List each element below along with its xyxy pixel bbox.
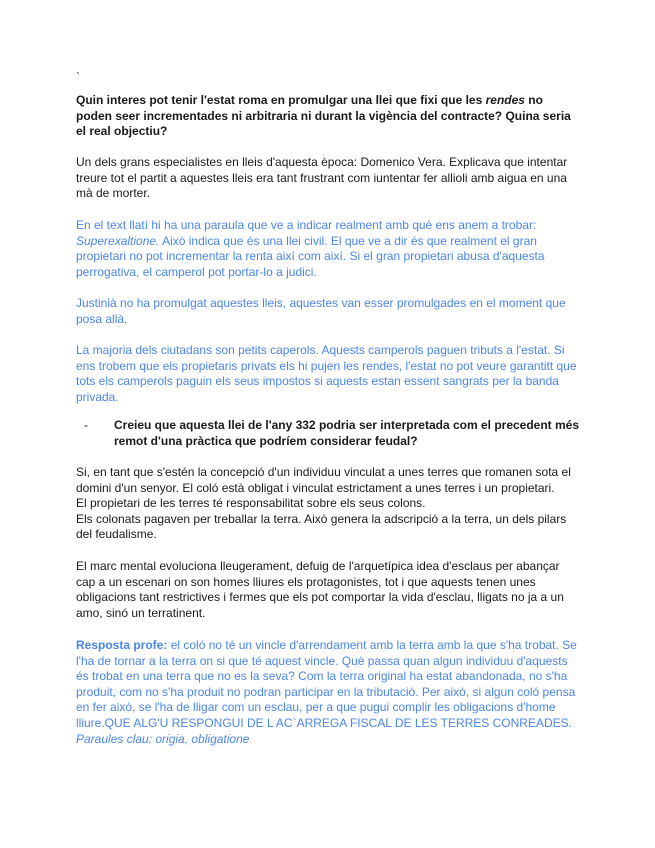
paragraph-justinian: Justinià no ha promulgat aquestes lleis, aquestes van esser promulgades en el moment que posa allà. <box>76 296 566 326</box>
answer-line: Els colonats pagaven per treballar la terra. Això genera la adscripció a la terra, un dels pilars del feudalisme. <box>76 511 567 542</box>
teacher-answer-label: Resposta profe: <box>76 638 168 652</box>
teacher-answer: Resposta profe: el coló no té un vincle d'arrendament amb la terra amb la que s'ha trobat. Se l'ha de tornar a la terra on si que té aquest vincle. Què passa quan algun individuu d'aquests és trobat en una terra que no es la seva? Com la terra original ha estat abandonada, no s'ha produit, com no s'ha produit no podran participar en la tributació. Per això, si algun coló pensa en fer això, se l'ha de lligar com un esclau, per a que pugui complir les obligacions d'home lliure.QUE ALG'U RESPONGUI DE L AC`ARREGA FISCAL DE LES TERRES CONREADES. Paraules clau: origia, obligatione <box>76 638 581 747</box>
paragraph-camperols: La majoria dels ciutadans son petits caperols. Aquests camperols paguen tributs a l'estat. Si ens trobem que els propietaris privats els hi pujen les rendes, l'estat no pot veure garantitt que tots els camperols paguin els seus impostos si aquests estan essent sangrats per la banda privada. <box>76 343 577 404</box>
bullet-dash: - <box>84 418 88 432</box>
stray-mark: ` <box>76 70 80 84</box>
paragraph-vera: Un dels grans especialistes en lleis d'aquesta època: Domenico Vera. Explicava que intentar treure tot el partit a aquestes lleis era tant frustrant com iuntentar fer allioli amb aigua en una mà de morter. <box>76 155 568 201</box>
paragraph-answer-feudal <box>76 465 581 543</box>
paragraph-superexaltione: En el text llatí hi ha una paraula que ve a indicar realment amb què ens anem a trobar: Superexaltione. Això indica que és una llei civil. El que ve a dir és que realment el gran propietari no pot incrementar la renta així com així. Si el gran propietari abusa d'aquesta perrogativa, el camperol pot portar-lo a judici. <box>76 218 545 279</box>
answer-line: El propietari de les terres té responsabilitat sobre els seus colons. <box>76 496 426 511</box>
bullet-question-2: - Creieu que aquesta llei de l'any 332 podria ser interpretada com el precedent més remot d'una pràctica que podríem considerar feudal? <box>84 418 580 448</box>
question-1: Quin interes pot tenir l'estat roma en promulgar una llei que fixi que les rendes no poden seer incrementades ni arbitraria ni durant la vigència del contracte? Quina seria el real objectiu? <box>76 93 571 139</box>
keywords: Paraules clau: origia, obligatione <box>76 731 250 746</box>
answer-line: Si, en tant que s'estén la concepció d'un individuu vinculat a unes terres que romanen sota el domini d'un senyor. El coló està obligat i vinculat estrictament a unes terres i un propietari. <box>76 465 571 495</box>
paragraph-marc-mental: El marc mental evoluciona lleugerament, defuig de l'arquetípica idea d'esclaus per abançar cap a un escenari on son homes lliures els protagonistes, tot i que aquests tenen unes obligacions tant restrictives i fermes que els pot comportar la vida d'esclau, lligats no ja a un amo, sinó un terratinent. <box>76 559 564 620</box>
